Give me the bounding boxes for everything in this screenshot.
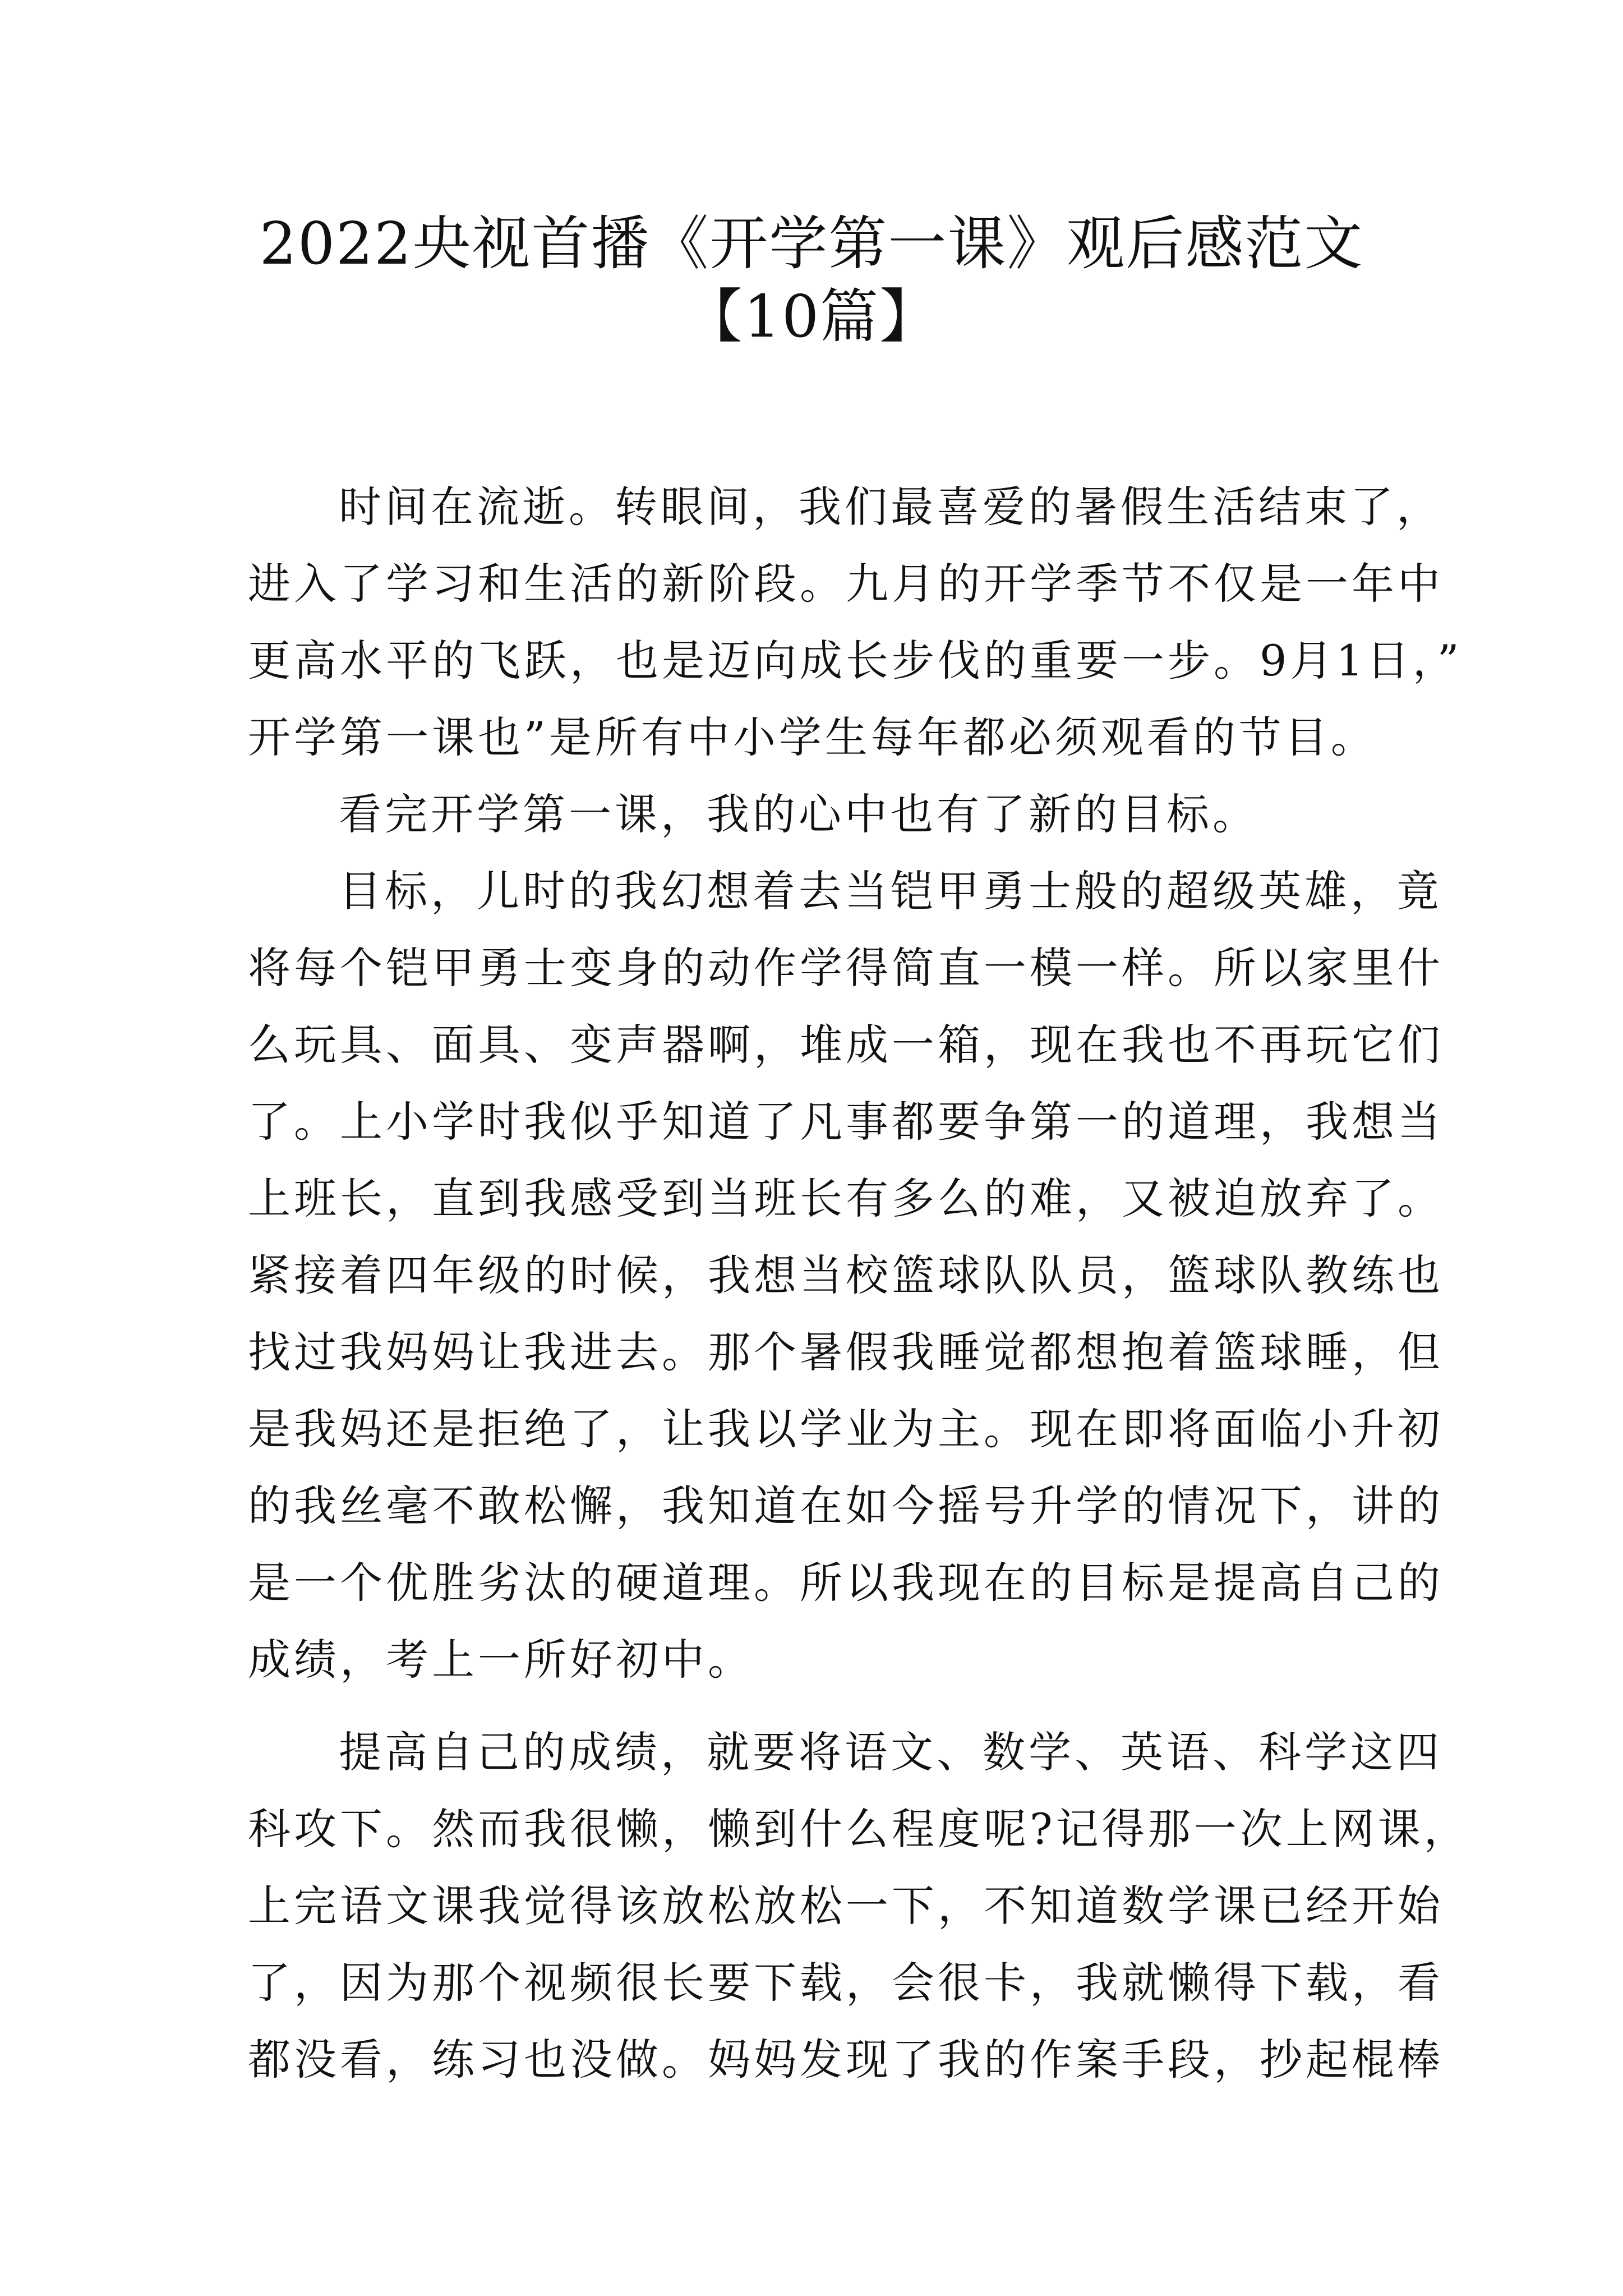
paragraph-3-line: 了。上小学时我似乎知道了凡事都要争第一的道理，我想当: [248, 1097, 1444, 1147]
paragraph-3-line: 找过我妈妈让我进去。那个暑假我睡觉都想抱着篮球睡，但: [248, 1327, 1444, 1377]
paragraph-1-line: 时间在流逝。转眼间，我们最喜爱的暑假生活结束了，: [339, 482, 1442, 532]
paragraph-4-line: 科攻下。然而我很懒，懒到什么程度呢?记得那一次上网课，: [248, 1804, 1470, 1854]
paragraph-1-line: 更高水平的飞跃，也是迈向成长步伐的重要一步。9月1日，”: [248, 636, 1463, 685]
paragraph-3-line: 是一个优胜劣汰的硬道理。所以我现在的目标是提高自己的: [248, 1558, 1444, 1608]
paragraph-3-line: 成绩，考上一所好初中。: [248, 1635, 754, 1685]
paragraph-3-line: 上班长，直到我感受到当班长有多么的难，又被迫放弃了。: [248, 1174, 1444, 1223]
paragraph-4-line: 都没看，练习也没做。妈妈发现了我的作案手段，抄起棍棒: [248, 2035, 1444, 2085]
document-body: [248, 468, 1470, 2098]
paragraph-1-line: 开学第一课也”是所有中小学生每年都必须观看的节目。: [248, 712, 1377, 762]
paragraph-1-line: 进入了学习和生活的新阶段。九月的开学季节不仅是一年中: [248, 559, 1444, 609]
paragraph-3-line: 么玩具、面具、变声器啊，堆成一箱，现在我也不再玩它们: [248, 1020, 1444, 1070]
paragraph-spacer: [248, 1698, 1375, 1714]
paragraph-3-line: 是我妈还是拒绝了，让我以学业为主。现在即将面临小升初: [248, 1404, 1444, 1454]
paragraph-3-line: 将每个铠甲勇士变身的动作学得简直一模一样。所以家里什: [248, 943, 1444, 993]
paragraph-3-line: 目标，儿时的我幻想着去当铠甲勇士般的超级英雄，竟: [339, 866, 1442, 916]
paragraph-3-line: 的我丝毫不敢松懈，我知道在如今摇号升学的情况下，讲的: [248, 1481, 1444, 1531]
document-title-line-1: 2022央视首播《开学第一课》观后感范文: [259, 209, 1364, 278]
paragraph-4-line: 提高自己的成绩，就要将语文、数学、英语、科学这四: [339, 1727, 1442, 1777]
paragraph-3-line: 紧接着四年级的时候，我想当校篮球队队员，篮球队教练也: [248, 1250, 1444, 1300]
paragraph-4-line: 上完语文课我觉得该放松放松一下，不知道数学课已经开始: [248, 1881, 1444, 1931]
document-title-line-2: 【10篇】: [684, 282, 939, 351]
paragraph-2-line: 看完开学第一课，我的心中也有了新的目标。: [339, 789, 1258, 839]
paragraph-4-line: 了，因为那个视频很长要下载，会很卡，我就懒得下载，看: [248, 1958, 1444, 2008]
